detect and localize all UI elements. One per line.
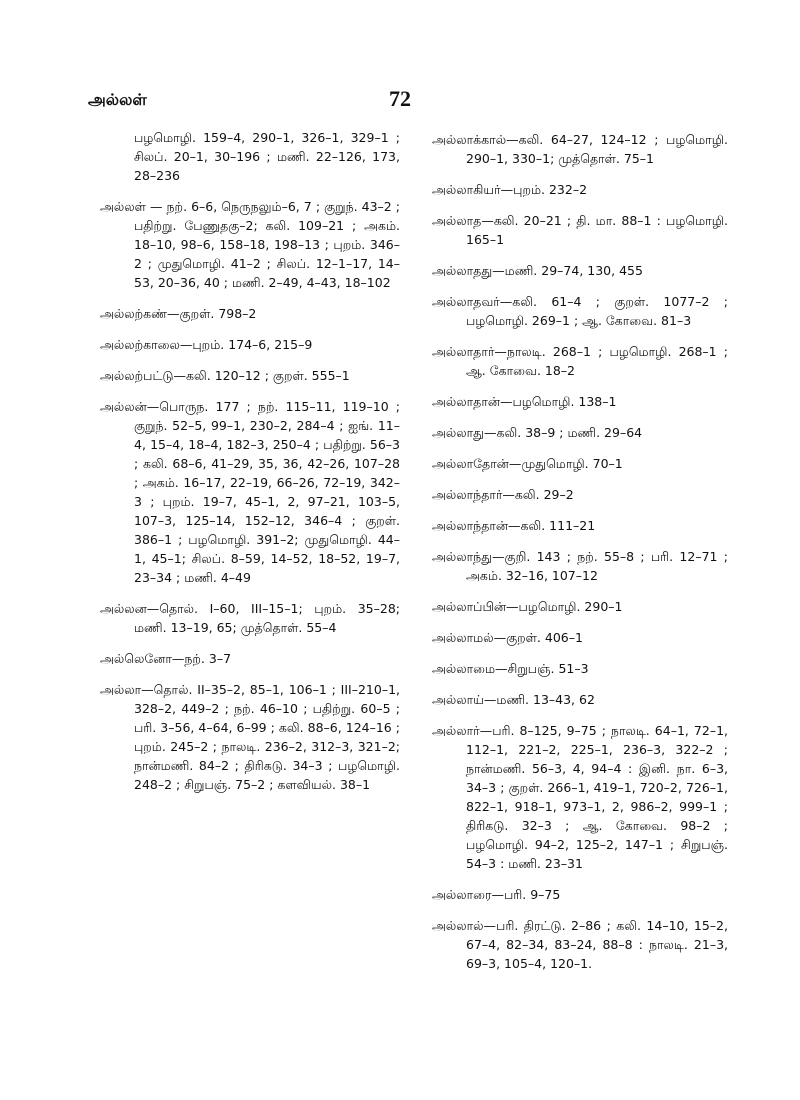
- index-entry: அல்லாந்தார்—கலி. 29–2: [432, 487, 574, 502]
- index-entry: அல்லாதது—மணி. 29–74, 130, 455: [432, 263, 643, 278]
- index-entry: அல்லால்—பரி. திரட்டு. 2–86 ; கலி. 14–10, 15–2, 67–4, 82–34, 83–24, 88–8 : நாலடி. 21–3, 69–3, 105–4, 120–1.: [432, 918, 728, 971]
- index-entry: பழமொழி. 159–4, 290–1, 326–1, 329–1 ; சிலப். 20–1, 30–196 ; மணி. 22–126, 173, 28–236: [134, 130, 400, 183]
- index-entry: அல்லாய்—மணி. 13–43, 62: [432, 692, 595, 707]
- index-entry: அல்லள் — நற். 6–6, நெருநலும்–6, 7 ; குறுந். 43–2 ; பதிற்று. பேணுதகு–2; கலி. 109–21 ; அகம். 18–10, 98–6, 158–18, 198–13 ; புறம். 346–2 ; முதுமொழி. 41–2 ; சிலப். 12–1–17, 14–53, 20–36, 40 ; மணி. 2–49, 4–43, 18–102: [100, 199, 400, 290]
- index-entry: அல்லாந்து—குறி. 143 ; நற். 55–8 ; பரி. 12–71 ; அகம். 32–16, 107–12: [432, 549, 728, 583]
- index-entry: அல்லா—தொல். II–35–2, 85–1, 106–1 ; III–210–1, 328–2, 449–2 ; நற். 46–10 ; பதிற்று. 60–5 ; பரி. 3–56, 4–64, 6–99 ; கலி. 88–6, 124–16 ; புறம். 245–2 ; நாலடி. 236–2, 312–3, 321–2; நான்மணி. 84–2 ; திரிகடு. 34–3 ; பழமொழி. 248–2 ; சிறுபஞ். 75–2 ; களவியல். 38–1: [100, 682, 400, 792]
- index-entry: அல்லாதார்—நாலடி. 268–1 ; பழமொழி. 268–1 ; ஆ. கோவை. 18–2: [432, 344, 728, 378]
- index-entry: அல்லாதோன்—முதுமொழி. 70–1: [432, 456, 623, 471]
- index-entry: அல்லார்—பரி. 8–125, 9–75 ; நாலடி. 64–1, 72–1, 112–1, 221–2, 225–1, 236–3, 322–2 ; நான்மணி. 56–3, 4, 94–4 : இனி. நா. 6–3, 34–3 ; குறள். 266–1, 419–1, 720–2, 726–1, 822–1, 918–1, 973–1, 2, 986–2, 999–1 ; திரிகடு. 32–3 ; ஆ. கோவை. 98–2 ; பழமொழி. 94–2, 125–2, 147–1 ; சிறுபஞ். 54–3 : மணி. 23–31: [432, 723, 728, 871]
- index-entry: அல்லாத—கலி. 20–21 ; தி. மா. 88–1 : பழமொழி. 165–1: [432, 213, 728, 247]
- index-entry: அல்லாதவர்—கலி. 61–4 ; குறள். 1077–2 ; பழமொழி. 269–1 ; ஆ. கோவை. 81–3: [432, 294, 728, 328]
- index-entry: அல்லற்கண்—குறள். 798–2: [100, 306, 257, 321]
- index-entry: அல்லாப்பின்—பழமொழி. 290–1: [432, 599, 623, 614]
- index-entry: அல்லாந்தான்—கலி. 111–21: [432, 518, 596, 533]
- index-entry: அல்லாரை—பரி. 9–75: [432, 887, 561, 902]
- index-entry: அல்லன்—பொருந. 177 ; நற். 115–11, 119–10 ; குறுந். 52–5, 99–1, 230–2, 284–4 ; ஐங். 11–4, 15–4, 18–4, 182–3, 250–4 ; பதிற்று. 56–3 ; கலி. 68–6, 41–29, 35, 36, 42–26, 107–28 ; அகம். 16–17, 22–19, 66–26, 72–19, 342–3 ; புறம். 19–7, 45–1, 2, 97–21, 103–5, 107–3, 125–14, 152–12, 346–4 ; குறள். 386–1 ; பழமொழி. 391–2; முதுமொழி. 44–1, 45–1; சிலப். 8–59, 14–52, 18–52, 19–7, 23–34 ; மணி. 4–49: [100, 399, 400, 585]
- index-entry: அல்லற்பட்டு—கலி. 120–12 ; குறள். 555–1: [100, 368, 350, 383]
- page-number: 72: [389, 86, 411, 111]
- index-entry: அல்லாமை—சிறுபஞ். 51–3: [432, 661, 589, 676]
- index-entry: அல்லாமல்—குறள். 406–1: [432, 630, 583, 645]
- index-entry: அல்லற்காலை—புறம். 174–6, 215–9: [100, 337, 313, 352]
- index-entry: அல்லாக்கால்—கலி. 64–27, 124–12 ; பழமொழி. 290–1, 330–1; முத்தொள். 75–1: [432, 132, 728, 166]
- index-entry: அல்லெனோ—நற். 3–7: [100, 651, 232, 666]
- index-entry: அல்லாதான்—பழமொழி. 138–1: [432, 394, 617, 409]
- running-head: அல்லள்: [88, 90, 147, 109]
- index-entry: அல்லாகியர்—புறம். 232–2: [432, 182, 588, 197]
- right-column: [432, 130, 728, 985]
- left-column: [100, 128, 400, 806]
- index-entry: அல்லாது—கலி. 38–9 ; மணி. 29–64: [432, 425, 643, 440]
- index-entry: அல்லன—தொல். I–60, III–15–1; புறம். 35–28; மணி. 13–19, 65; முத்தொள். 55–4: [100, 601, 400, 635]
